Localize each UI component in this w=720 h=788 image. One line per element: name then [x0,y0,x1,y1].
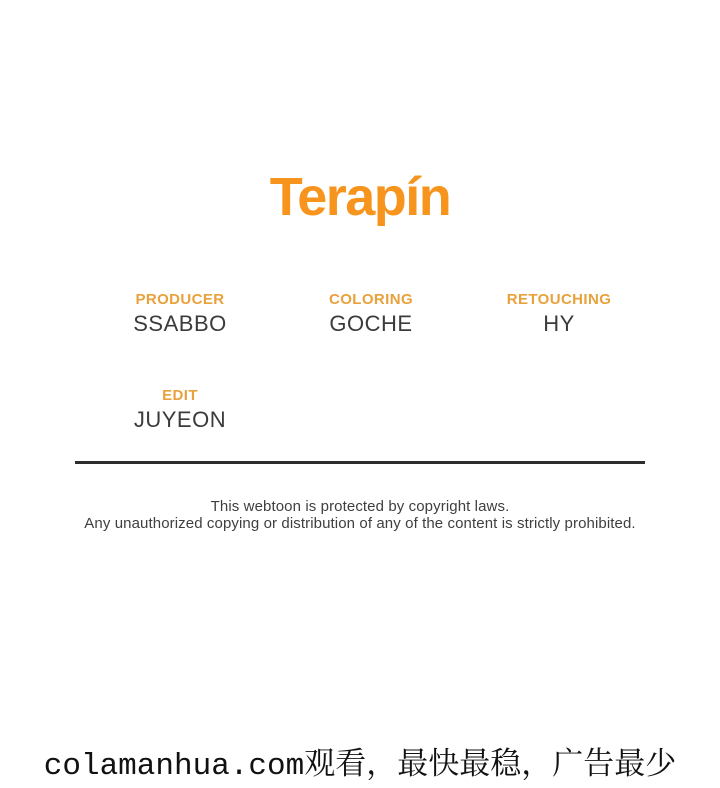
credit-name-coloring: GOCHE [329,311,413,336]
credit-producer [80,291,280,336]
copyright-notice [0,499,720,532]
site-watermark-text: colamanhua.com观看，最快最稳，广告最少 [43,749,677,784]
credit-name-edit: JUYEON [133,407,227,432]
credit-retouching [459,291,659,336]
credit-label-edit: EDIT [162,387,198,404]
credit-name-producer: SSABBO [133,311,227,336]
credit-label-producer: PRODUCER [135,291,225,308]
credit-coloring [271,291,471,336]
copyright-line-1: This webtoon is protected by copyright laws. [210,498,510,515]
credit-label-coloring: COLORING [328,291,414,308]
divider-line [75,461,645,464]
copyright-line-2: Any unauthorized copying or distribution of any of the content is strictly prohibited. [84,514,636,532]
terapin-logo: Terapín [269,167,451,227]
credit-edit [80,387,280,432]
credit-name-retouching: HY [543,311,575,336]
credit-label-retouching: RETOUCHING [506,291,612,308]
